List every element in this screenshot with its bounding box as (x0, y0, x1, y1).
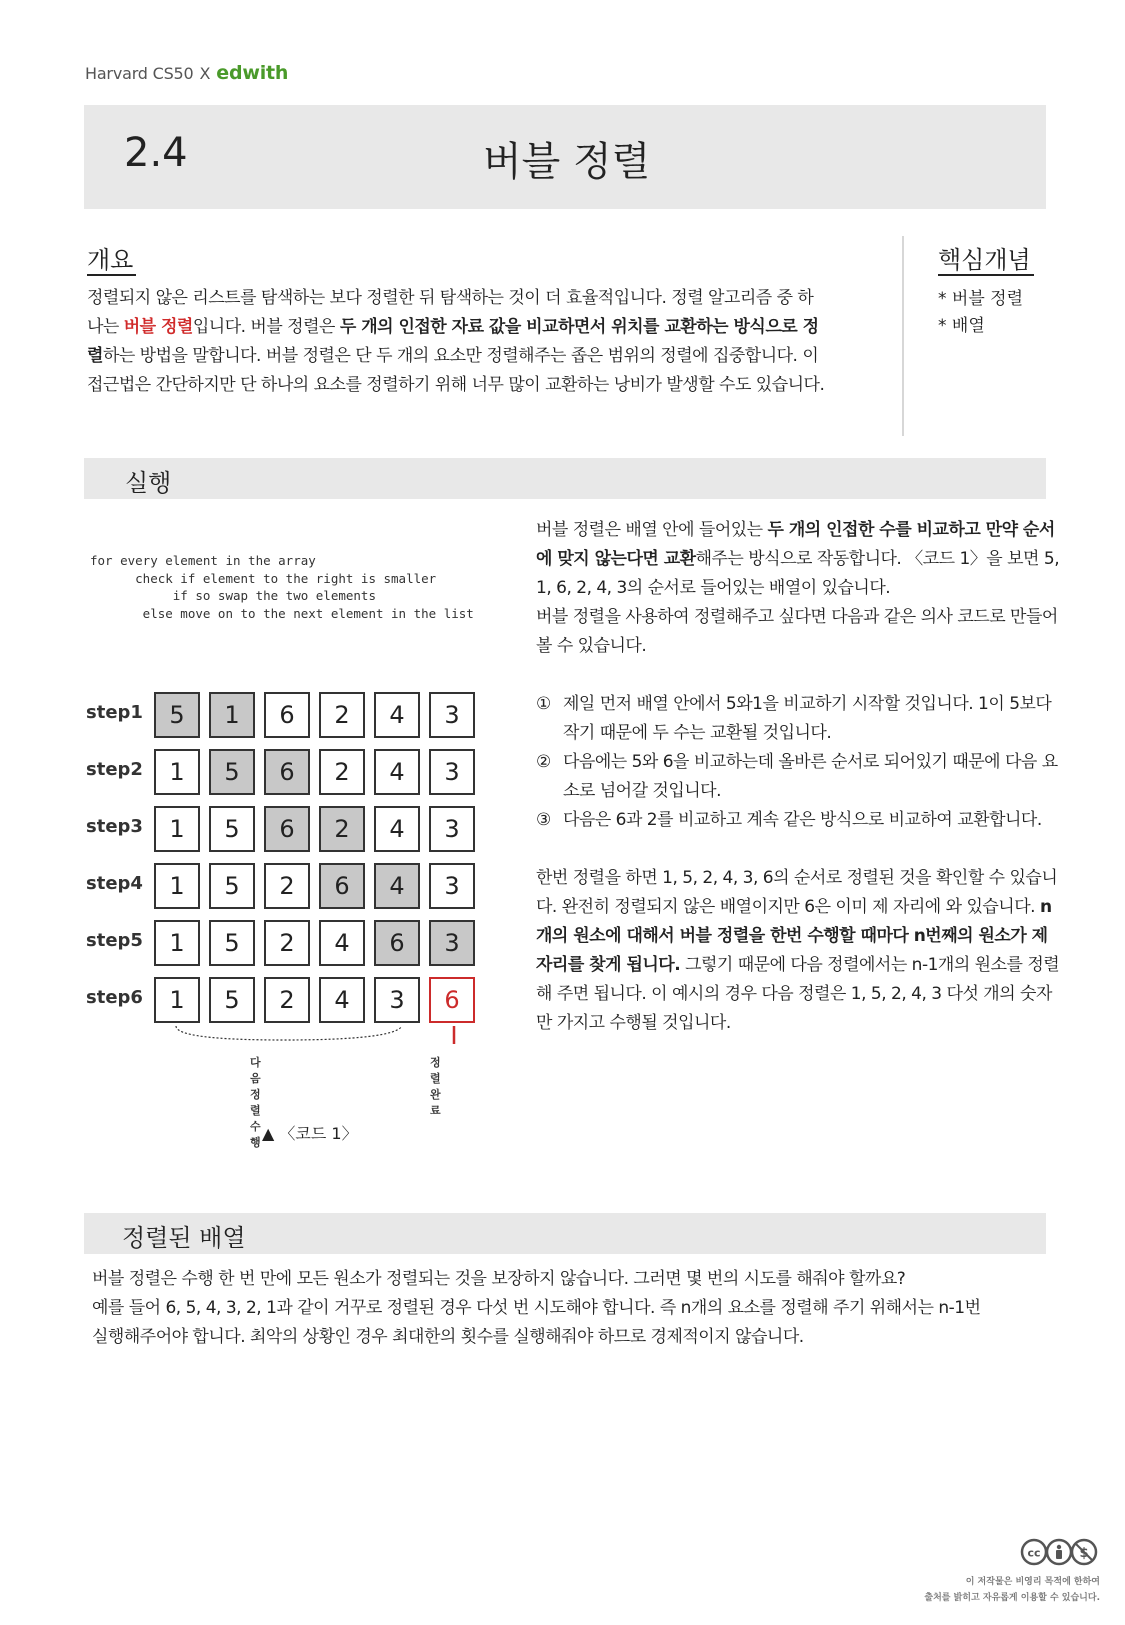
array-cell: 1 (154, 977, 200, 1023)
array-cell: 2 (264, 863, 310, 909)
array-cell: 2 (264, 920, 310, 966)
step-label: step2 (86, 759, 143, 780)
overview-bold: 두 개의 인접한 자료 값을 비교하면서 위치를 교환하는 방식으로 정렬 (87, 317, 819, 366)
array-cell: 2 (319, 806, 365, 852)
array-cell: 2 (264, 977, 310, 1023)
explanation-paragraph: 버블 정렬은 배열 안에 들어있는 두 개의 인접한 수를 비교하고 만약 순서에 맞지 않는다면 교환해주는 방식으로 작동합니다. 〈코드 1〉을 보면 5, 1, 6, 2, 4, 3의 순서로 들어있는 배열이 있습니다. (536, 520, 1060, 598)
step-label: step4 (86, 873, 143, 894)
array-cell: 5 (154, 692, 200, 738)
key-concept-item: * 배열 (938, 316, 985, 336)
array-cell: 1 (154, 749, 200, 795)
section-title: 버블 정렬 (483, 139, 651, 185)
array-cell: 5 (209, 863, 255, 909)
array-cell-sorted: 6 (429, 977, 475, 1023)
brand-x: X (199, 64, 211, 83)
array-cell: 2 (319, 749, 365, 795)
array-cell: 5 (209, 806, 255, 852)
sorted-array-band (84, 1213, 1046, 1254)
array-cell: 1 (154, 920, 200, 966)
vertical-divider (902, 236, 904, 436)
brand-header (85, 62, 288, 84)
array-cell: 1 (154, 863, 200, 909)
execution-explanation (536, 516, 1066, 1038)
cc-license-icon (1020, 1538, 1098, 1566)
sorted-array-heading: 정렬된 배열 (122, 1224, 246, 1252)
overview-underline (87, 274, 136, 276)
array-cell: 6 (264, 692, 310, 738)
pseudocode-block: for every element in the array check if element to the right is smaller if so swap the two elements else move on to the next element in the list (90, 553, 474, 621)
steps-list-item: ① 제일 먼저 배열 안에서 5와1을 비교하기 시작할 것입니다. 1이 5보다 작기 때문에 두 수는 교환될 것입니다. (536, 694, 1052, 743)
execution-band (84, 458, 1046, 499)
array-cell: 4 (374, 692, 420, 738)
array-cell: 6 (264, 806, 310, 852)
array-cell: 5 (209, 749, 255, 795)
section-number: 2.4 (124, 130, 188, 176)
sorted-done-label: 정렬 완료 (430, 1056, 441, 1117)
brand-edwith: edwith (216, 62, 289, 84)
svg-text:cc: cc (1027, 1546, 1041, 1560)
array-cell: 1 (154, 806, 200, 852)
array-cell: 4 (374, 806, 420, 852)
brand-harvard: Harvard CS50 (85, 64, 194, 83)
sorted-array-text: 버블 정렬은 수행 한 번 만에 모든 원소가 정렬되는 것을 보장하지 않습니다. 그러면 몇 번의 시도를 해줘야 할까요? 예를 들어 6, 5, 4, 3, 2, 1과 같이 거꾸로 정렬된 경우 다섯 번 시도해야 합니다. 즉 n개의 요소를 정렬해 주기 위해서는 n-1번 실행해주어야 합니다. 최악의 상황인 경우 최대한의 횟수를 실행해줘야 하므로 경제적이지 않습니다. (92, 1269, 981, 1347)
step-label: step6 (86, 987, 143, 1008)
array-cell: 3 (374, 977, 420, 1023)
array-cell: 2 (319, 692, 365, 738)
execution-heading: 실행 (125, 469, 172, 497)
array-cell: 4 (319, 920, 365, 966)
overview-heading: 개요 (87, 246, 134, 274)
array-cell: 5 (209, 977, 255, 1023)
array-cell: 3 (429, 806, 475, 852)
array-cell: 3 (429, 749, 475, 795)
svg-text:$: $ (1079, 1546, 1089, 1561)
array-cell: 4 (374, 863, 420, 909)
array-cell: 6 (374, 920, 420, 966)
key-concepts-list (938, 286, 1023, 340)
key-concepts-underline (938, 274, 1034, 276)
steps-list-item: ② 다음에는 5와 6을 비교하는데 올바른 순서로 되어있기 때문에 다음 요소로 넘어갈 것입니다. (536, 752, 1058, 801)
license-text: 이 저작물은 비영리 목적에 한하여 출처를 밝히고 자유롭게 이용할 수 있습니다. (924, 1577, 1100, 1603)
array-cell: 4 (374, 749, 420, 795)
next-sort-label: 다음 정렬 수행 (250, 1056, 261, 1149)
step-label: step1 (86, 702, 143, 723)
dotted-brace (176, 1026, 402, 1040)
key-concept-item: * 버블 정렬 (938, 289, 1023, 309)
steps-list-item: ③ 다음은 6과 2를 비교하고 계속 같은 방식으로 비교하여 교환합니다. (536, 810, 1042, 830)
array-cell: 6 (264, 749, 310, 795)
array-cell: 3 (429, 920, 475, 966)
array-cell: 1 (209, 692, 255, 738)
array-cell: 4 (319, 977, 365, 1023)
code-caption: ▲ 〈코드 1〉 (262, 1124, 358, 1143)
array-cell: 3 (429, 863, 475, 909)
steps-list (536, 690, 1066, 835)
overview-highlight: 버블 정렬 (123, 317, 193, 337)
explanation-paragraph: 버블 정렬을 사용하여 정렬해주고 싶다면 다음과 같은 의사 코드로 만들어볼 수 있습니다. (536, 607, 1058, 656)
array-cell: 6 (319, 863, 365, 909)
explanation-paragraph: 한번 정렬을 하면 1, 5, 2, 4, 3, 6의 순서로 정렬된 것을 확인할 수 있습니다. 완전히 정렬되지 않은 배열이지만 6은 이미 제 자리에 와 있습니다. n개의 원소에 대해서 버블 정렬을 한번 수행할 때마다 n번째의 원소가 제 자리를 찾게 됩니다. 그렇기 때문에 다음 정렬에서는 n-1개의 원소를 정렬해 주면 됩니다. 이 예시의 경우 다음 정렬은 1, 5, 2, 4, 3 다섯 개의 숫자만 가지고 수행될 것입니다. (536, 868, 1060, 1033)
step-label: step5 (86, 930, 143, 951)
overview-text: 정렬되지 않은 리스트를 탐색하는 보다 정렬한 뒤 탐색하는 것이 더 효율적입니다. 정렬 알고리즘 중 하나는 버블 정렬입니다. 버블 정렬은 두 개의 인접한 자료 값을 비교하면서 위치를 교환하는 방식으로 정렬하는 방법을 말합니다. 버블 정렬은 단 두 개의 요소만 정렬해주는 좁은 범위의 정렬에 집중합니다. 이 접근법은 간단하지만 단 하나의 요소를 정렬하기 위해 너무 많이 교환하는 낭비가 발생할 수도 있습니다. (87, 288, 825, 395)
step-label: step3 (86, 816, 143, 837)
key-concepts-heading: 핵심개념 (938, 246, 1031, 274)
array-cell: 3 (429, 692, 475, 738)
step-annotation-graphics (84, 1022, 484, 1082)
array-cell: 5 (209, 920, 255, 966)
